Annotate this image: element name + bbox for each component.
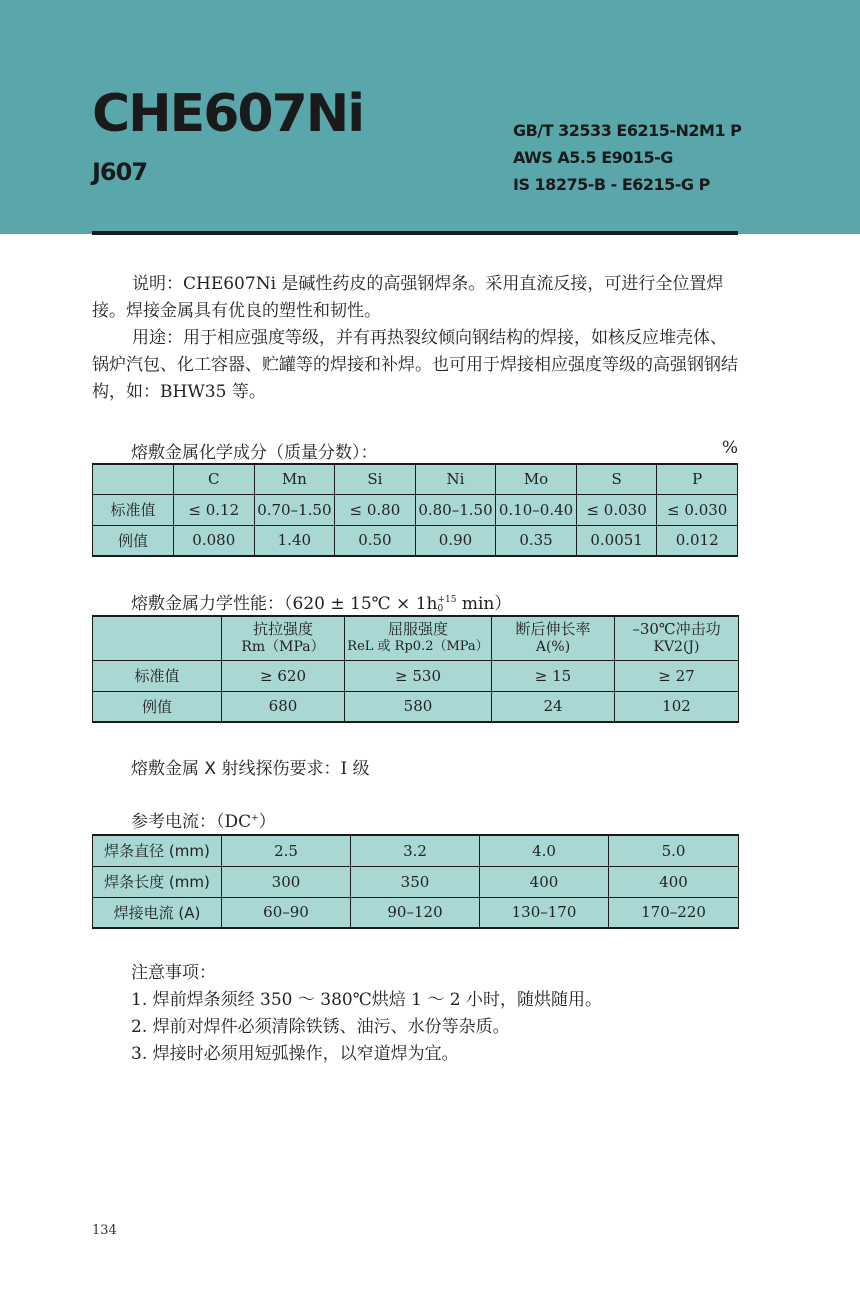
table-cell: 24 [492, 691, 615, 722]
column-header: Mo [496, 464, 577, 494]
table-cell: ≥ 27 [615, 660, 739, 691]
standard-is: IS 18275-B - E6215-G P [513, 175, 710, 194]
xray-grade: I 级 [340, 759, 370, 779]
table-cell: ≤ 0.030 [576, 494, 657, 525]
usage-paragraph [92, 325, 742, 406]
row-label: 例值 [93, 691, 222, 722]
mechanical-table [92, 615, 739, 723]
column-header: C [174, 464, 255, 494]
table-cell: 4.0 [480, 835, 609, 866]
current-table [92, 834, 739, 929]
table-cell: 680 [222, 691, 345, 722]
column-header: P [657, 464, 738, 494]
table-cell: 0.50 [335, 525, 416, 556]
table-cell: 1.40 [254, 525, 335, 556]
table-cell: ≤ 0.80 [335, 494, 416, 525]
table-cell: 102 [615, 691, 739, 722]
column-header: Si [335, 464, 416, 494]
description-paragraph [92, 271, 742, 325]
table-row [93, 866, 739, 897]
standard-aws: AWS A5.5 E9015-G [513, 148, 673, 167]
table-cell: 2.5 [222, 835, 351, 866]
row-label: 例值 [93, 525, 174, 556]
product-title: CHE607Ni [92, 84, 364, 144]
table-row [93, 897, 739, 928]
note-item: 2. 焊前对焊件必须清除铁锈、油污、水份等杂质。 [131, 1017, 510, 1037]
column-header: 断后伸长率 A(%) [492, 616, 615, 660]
header-banner [0, 0, 860, 234]
table-row [93, 525, 738, 556]
table-cell: 400 [480, 866, 609, 897]
note-item: 1. 焊前焊条须经 350 ～ 380℃烘焙 1 ～ 2 小时，随烘随用。 [131, 990, 602, 1010]
table-cell: 90–120 [351, 897, 480, 928]
table-cell: 5.0 [609, 835, 739, 866]
column-header: 屈服强度 ReL 或 Rp0.2（MPa） [345, 616, 492, 660]
table-header-row [93, 464, 738, 494]
notes-section [131, 960, 602, 1068]
standards-list [513, 117, 741, 198]
product-subtitle: J607 [92, 158, 148, 186]
table-cell: ≥ 620 [222, 660, 345, 691]
table-cell: 3.2 [351, 835, 480, 866]
note-item: 3. 焊接时必须用短弧操作，以窄道焊为宜。 [131, 1044, 459, 1064]
table-cell: 60–90 [222, 897, 351, 928]
table-header-row [93, 616, 739, 660]
table-cell: ≥ 530 [345, 660, 492, 691]
column-header: 抗拉强度 Rm（MPa） [222, 616, 345, 660]
table-cell: 0.080 [174, 525, 255, 556]
table-row [93, 691, 739, 722]
usage-label: 用途： [132, 328, 183, 348]
table-cell: 0.10–0.40 [496, 494, 577, 525]
table-cell: 130–170 [480, 897, 609, 928]
header-divider [92, 231, 738, 235]
table-row [93, 835, 739, 866]
standard-gb: GB/T 32533 E6215-N2M1 P [513, 121, 742, 140]
table-cell: ≤ 0.12 [174, 494, 255, 525]
notes-title: 注意事项： [131, 963, 216, 983]
table-cell: 300 [222, 866, 351, 897]
row-label: 焊接电流 (A) [93, 897, 222, 928]
chemistry-table [92, 463, 738, 557]
column-header: –30℃冲击功 KV2(J) [615, 616, 739, 660]
row-label: 标准值 [93, 494, 174, 525]
mechanical-condition: （620 ± 15℃ × 1h +15 0 min） [284, 594, 512, 614]
table-cell: 0.90 [415, 525, 496, 556]
table-cell: 0.70–1.50 [254, 494, 335, 525]
table-cell: 0.35 [496, 525, 577, 556]
table-cell: 0.80–1.50 [415, 494, 496, 525]
page-number: 134 [92, 1223, 117, 1238]
column-header: Ni [415, 464, 496, 494]
table-cell: 0.0051 [576, 525, 657, 556]
row-label: 标准值 [93, 660, 222, 691]
table-cell: 580 [345, 691, 492, 722]
current-polarity: （DC+） [216, 812, 276, 832]
description-label: 说明： [132, 274, 183, 294]
chemistry-heading: 熔敷金属化学成分（质量分数）： [131, 443, 378, 463]
usage-text: 用于相应强度等级，并有再热裂纹倾向钢结构的焊接，如核反应堆壳体、锅炉汽包、化工容器、贮罐等的焊接和补焊。也可用于焊接相应强度等级的高强钢钢结构，如：BHW35 等。 [92, 328, 738, 402]
table-cell: ≥ 15 [492, 660, 615, 691]
column-header: Mn [254, 464, 335, 494]
table-cell: ≤ 0.030 [657, 494, 738, 525]
table-cell: 350 [351, 866, 480, 897]
table-row [93, 494, 738, 525]
table-cell: 170–220 [609, 897, 739, 928]
row-label: 焊条长度 (mm) [93, 866, 222, 897]
description-text: CHE607Ni 是碱性药皮的高强钢焊条。采用直流反接，可进行全位置焊接。焊接金属具有优良的塑性和韧性。 [92, 274, 724, 321]
chemistry-unit: % [721, 438, 738, 458]
row-label: 焊条直径 (mm) [93, 835, 222, 866]
mechanical-heading: 熔敷金属力学性能：（620 ± 15℃ × 1h +15 0 min） [131, 594, 512, 614]
table-cell: 0.012 [657, 525, 738, 556]
table-cell: 400 [609, 866, 739, 897]
table-row [93, 660, 739, 691]
xray-requirement: 熔敷金属 X 射线探伤要求：I 级 [131, 759, 370, 779]
current-heading: 参考电流：（DC+） [131, 812, 276, 832]
column-header: S [576, 464, 657, 494]
